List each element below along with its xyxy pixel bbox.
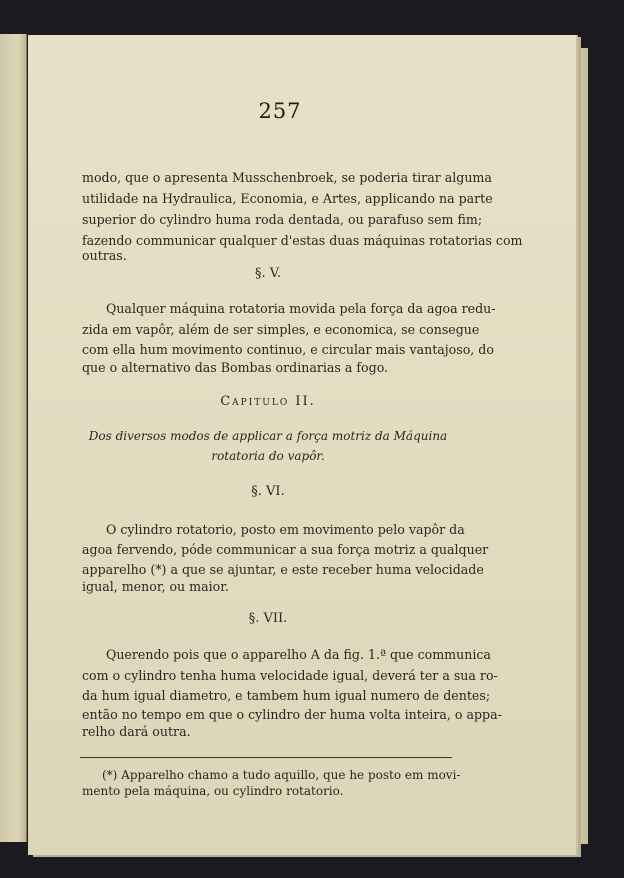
- paragraph-4-line: da hum igual diametro, e tambem hum igual numero de dentes;: [82, 688, 491, 703]
- section-5-heading: §. V.: [254, 266, 281, 281]
- page-number: 257: [258, 99, 302, 123]
- paragraph-2-line: Qualquer máquina rotatoria movida pela força da agoa redu-: [106, 301, 496, 316]
- paragraph-2-line: que o alternativo das Bombas ordinarias a fogo.: [82, 360, 389, 375]
- paragraph-3-line: agoa fervendo, póde communicar a sua força motriz a qualquer: [82, 542, 489, 557]
- footnote-rule: [80, 757, 452, 758]
- paragraph-1-line: modo, que o apresenta Musschenbroek, se poderia tirar alguma: [82, 170, 492, 185]
- paragraph-1-line: outras.: [82, 248, 127, 263]
- paragraph-4-line: Querendo pois que o apparelho A da fig. 1.ª que communica: [106, 647, 491, 662]
- footnote-line: (*) Apparelho chamo a tudo aquillo, que he posto em movi-: [102, 768, 461, 782]
- chapter-title-line: rotatoria do vapôr.: [211, 449, 325, 463]
- facing-page-edge: [0, 34, 27, 842]
- chapter-heading: Capitulo II.: [220, 394, 316, 409]
- paragraph-4-line: então no tempo em que o cylindro der huma volta inteira, o appa-: [82, 707, 502, 722]
- paragraph-4-line: com o cylindro tenha huma velocidade igual, deverá ter a sua ro-: [82, 668, 498, 683]
- paragraph-4-line: relho dará outra.: [82, 724, 191, 739]
- footnote-line: mento pela máquina, ou cylindro rotatorio.: [82, 784, 344, 798]
- paragraph-1-line: fazendo communicar qualquer d'estas duas máquinas rotatorias com: [82, 233, 523, 248]
- page-content: [28, 35, 576, 855]
- paragraph-2-line: com ella hum movimento continuo, e circular mais vantajoso, do: [82, 342, 494, 357]
- paragraph-3-line: igual, menor, ou maior.: [82, 579, 229, 594]
- paragraph-3-line: apparelho (*) a que se ajuntar, e este receber huma velocidade: [82, 562, 484, 577]
- section-7-heading: §. VII.: [248, 611, 288, 626]
- paragraph-1-line: utilidade na Hydraulica, Economia, e Artes, applicando na parte: [82, 191, 493, 206]
- book-page: [28, 35, 576, 855]
- section-6-heading: §. VI.: [251, 484, 285, 499]
- paragraph-1-line: superior do cylindro huma roda dentada, ou parafuso sem fim;: [82, 212, 483, 227]
- chapter-title-line: Dos diversos modos de applicar a força motriz da Máquina: [88, 429, 448, 443]
- paragraph-2-line: zida em vapôr, além de ser simples, e economica, se consegue: [82, 322, 480, 337]
- paragraph-3-line: O cylindro rotatorio, posto em movimento pelo vapôr da: [106, 522, 465, 537]
